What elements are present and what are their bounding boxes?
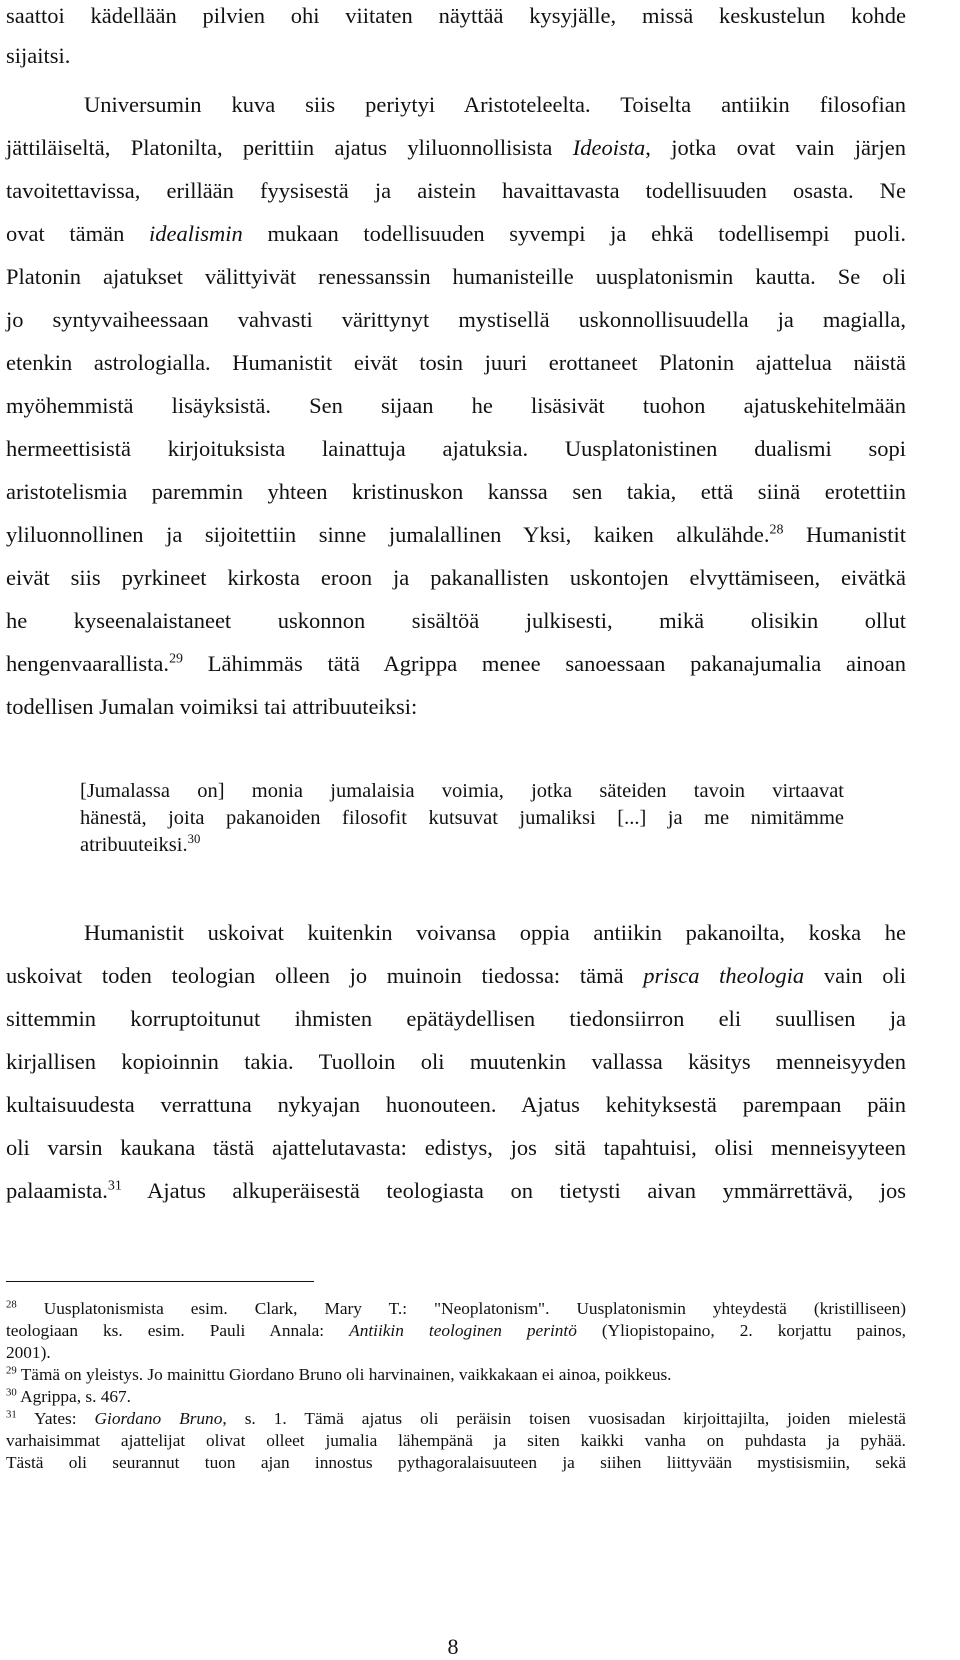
footnote-28-line: 2001). <box>6 1343 51 1362</box>
footnote-29: $^{29}$ Tämä on yleistys. Jo mainittu Giordano Bruno oli harvinainen, vaikkakaan ei ainoa, poikkeus. <box>6 1364 672 1384</box>
emphasis-giordano-bruno: Giordano Bruno <box>94 1409 223 1428</box>
text-line: tavoitettavissa, erillään fyysisestä ja aistein havaittavasta todellisuuden osasta. Ne <box>6 178 906 203</box>
text-line: uskoivat toden teologian olleen jo muinoin tiedossa: tämä prisca theologia vain oli <box>6 963 906 988</box>
text-line: oli varsin kaukana tästä ajattelutavasta: edistys, jos sitä tapahtuisi, olisi menneisyyteen <box>6 1135 906 1160</box>
text-line: saattoi kädellään pilvien ohi viitaten näyttää kysyjälle, missä keskustelun kohde <box>6 3 906 28</box>
quote-line: atribuuteiksi.$^{30}$ <box>80 832 201 856</box>
footnote-28: $^{28}$ Uusplatonismista esim. Clark, Mary T.: "Neoplatonism". Uusplatonismin yhteydestä (kristilliseen) <box>6 1298 906 1318</box>
text-line: myöhemmistä lisäyksistä. Sen sijaan he lisäsivät tuohon ajatuskehitelmään <box>6 393 906 418</box>
footnote-number: 29 <box>6 1364 17 1377</box>
page-number: 8 <box>447 1634 459 1659</box>
text-line: hermeettisistä kirjoituksista lainattuja ajatuksia. Uusplatonistinen dualismi sopi <box>6 436 906 461</box>
text-line: eivät siis pyrkineet kirkosta eroon ja pakanallisten uskontojen elvyttämiseen, eivätkä <box>6 565 906 590</box>
text-line: todellisen Jumalan voimiksi tai attribuuteiksi: <box>6 694 418 719</box>
footnote-number: 31 <box>6 1408 17 1421</box>
quote-line: hänestä, joita pakanoiden filosofit kutsuvat jumaliksi [...] ja me nimitämme <box>80 807 844 829</box>
text-line: aristotelismia paremmin yhteen kristinuskon kanssa sen takia, että siinä erotettiin <box>6 479 906 504</box>
text-line: jo syntyvaiheessaan vahvasti värittynyt mystisellä uskonnollisuudella ja magialla, <box>6 307 906 332</box>
footnote-separator <box>6 1281 314 1282</box>
text-line: Platonin ajatukset välittyivät renessanssin humanisteille uusplatonismin kautta. Se oli <box>6 264 906 289</box>
emphasis-ideoista: Ideoista <box>572 135 646 160</box>
text-line: etenkin astrologialla. Humanistit eivät tosin juuri erottaneet Platonin ajattelua näistä <box>6 350 906 375</box>
text-line: jättiläiseltä, Platonilta, perittiin ajatus yliluonnollisista Ideoista, jotka ovat vain järjen <box>6 135 907 160</box>
text-line: sijaitsi. <box>6 43 71 68</box>
text-line: Universumin kuva siis periytyi Aristoteleelta. Toiselta antiikin filosofian <box>84 92 906 117</box>
emphasis-antiikin-teologinen-perinto: Antiikin teologinen perintö <box>349 1321 577 1340</box>
footnote-28-line: teologiaan ks. esim. Pauli Annala: Antiikin teologinen perintö (Yliopistopaino, 2. korjattu painos, <box>6 1321 906 1340</box>
footnote-31-line: Tästä oli seurannut tuon ajan innostus pythagoralaisuuteen ja siihen liittyvään mystisismiin, sekä <box>6 1453 906 1472</box>
footnote-31-line: varhaisimmat ajattelijat olivat olleet jumalia lähempänä ja siten kaikki vanha on puhdasta ja pyhää. <box>6 1431 906 1450</box>
text-line: palaamista.$^{31}$ Ajatus alkuperäisestä teologiasta on tietysti aivan ymmärrettävä, jos <box>6 1178 906 1203</box>
text-line: yliluonnollinen ja sijoitettiin sinne jumalallinen Yksi, kaiken alkulähde.$^{28}$ Humanistit <box>6 522 906 547</box>
footnote-ref-29[interactable]: 29 <box>169 651 183 667</box>
text-line: he kyseenalaistaneet uskonnon sisältöä julkisesti, mikä olisikin ollut <box>6 608 906 633</box>
emphasis-idealismin: idealismin <box>149 221 243 246</box>
footnote-31: $^{31}$ Yates: Giordano Bruno, s. 1. Tämä ajatus oli peräisin toisen vuosisadan kirjoittajilta, joiden mielestä <box>6 1408 906 1428</box>
text-line: Humanistit uskoivat kuitenkin voivansa oppia antiikin pakanoilta, koska he <box>84 920 906 945</box>
quote-line: [Jumalassa on] monia jumalaisia voimia, jotka säteiden tavoin virtaavat <box>80 780 844 802</box>
emphasis-prisca-theologia: prisca theologia <box>643 963 805 988</box>
footnote-ref-30[interactable]: 30 <box>187 832 201 847</box>
text-line: hengenvaarallista.$^{29}$ Lähimmäs tätä Agrippa menee sanoessaan pakanajumalia ainoan <box>6 651 906 676</box>
text-line: sittemmin korruptoitunut ihmisten epätäydellisen tiedonsiirron eli suullisen ja <box>6 1006 906 1031</box>
text-line: kultaisuudesta verrattuna nykyajan huonouteen. Ajatus kehityksestä parempaan päin <box>6 1092 906 1117</box>
text-line: ovat tämän idealismin mukaan todellisuuden syvempi ja ehkä todellisempi puoli. <box>6 221 906 246</box>
footnote-30: $^{30}$ Agrippa, s. 467. <box>6 1386 131 1406</box>
footnote-number: 30 <box>6 1386 17 1399</box>
footnote-ref-28[interactable]: 28 <box>769 522 784 538</box>
footnote-number: 28 <box>6 1298 17 1311</box>
footnote-ref-31[interactable]: 31 <box>107 1178 122 1194</box>
text-line: kirjallisen kopioinnin takia. Tuolloin oli muutenkin vallassa käsitys menneisyyden <box>6 1049 906 1074</box>
